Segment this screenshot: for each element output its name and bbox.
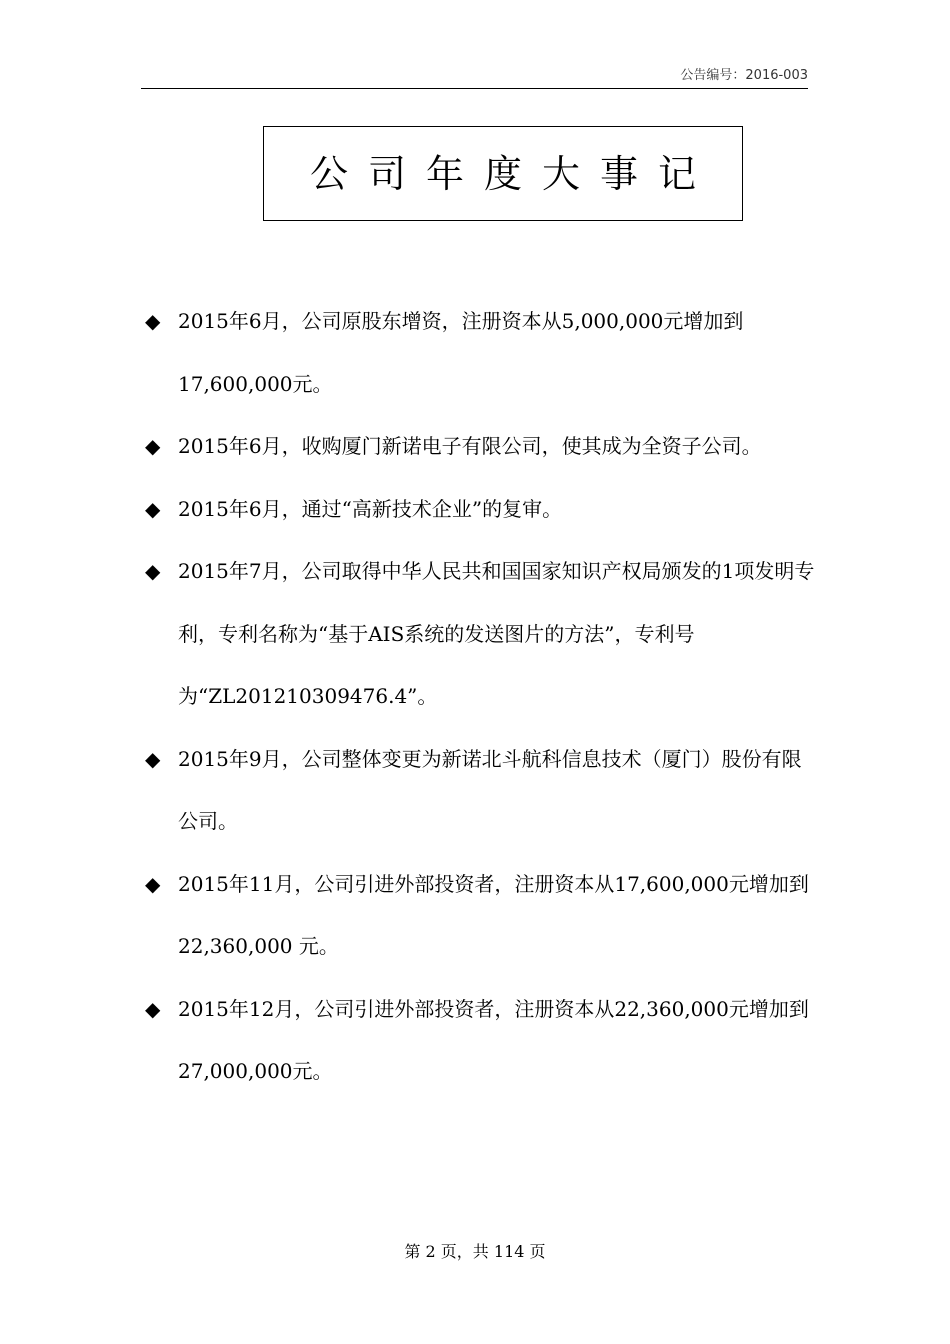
event-text: 2015年6月，通过“高新技术企业”的复审。	[178, 496, 563, 521]
event-text: 2015年7月，公司取得中华人民共和国国家知识产权局颁发的1项发明专利，专利名称为“基于AIS系统的发送图片的方法”，专利号为“ZL201210309476.4”。	[178, 559, 815, 708]
list-item	[145, 415, 815, 478]
diamond-bullet-icon: ◆	[145, 496, 161, 521]
list-item	[145, 540, 815, 728]
diamond-bullet-icon: ◆	[145, 309, 161, 333]
event-text: 2015年12月，公司引进外部投资者，注册资本从22,360,000元增加到27,000,000元。	[178, 996, 809, 1083]
diamond-bullet-icon: ◆	[145, 871, 161, 896]
event-text: 2015年11月，公司引进外部投资者，注册资本从17,600,000元增加到22,360,000 元。	[178, 871, 809, 958]
announcement-number: 公告编号：2016-003	[680, 68, 808, 83]
diamond-bullet-icon: ◆	[145, 434, 161, 458]
title-box	[263, 126, 743, 221]
event-text: 2015年9月，公司整体变更为新诺北斗航科信息技术（厦门）股份有限公司。	[178, 746, 802, 833]
list-item	[145, 978, 815, 1103]
list-item	[145, 290, 815, 415]
diamond-bullet-icon: ◆	[145, 996, 161, 1021]
event-text: 2015年6月，收购厦门新诺电子有限公司，使其成为全资子公司。	[178, 434, 762, 458]
page-footer: 第 2 页，共 114 页	[404, 1242, 546, 1261]
list-item	[145, 728, 815, 853]
header-divider	[141, 88, 808, 89]
diamond-bullet-icon: ◆	[145, 559, 161, 583]
page-title: 公司年度大事记	[309, 151, 716, 196]
event-text: 2015年6月，公司原股东增资，注册资本从5,000,000元增加到17,600,000元。	[178, 309, 744, 396]
list-item	[145, 853, 815, 978]
diamond-bullet-icon: ◆	[145, 746, 161, 771]
list-item	[145, 478, 815, 541]
events-list	[145, 290, 815, 1103]
